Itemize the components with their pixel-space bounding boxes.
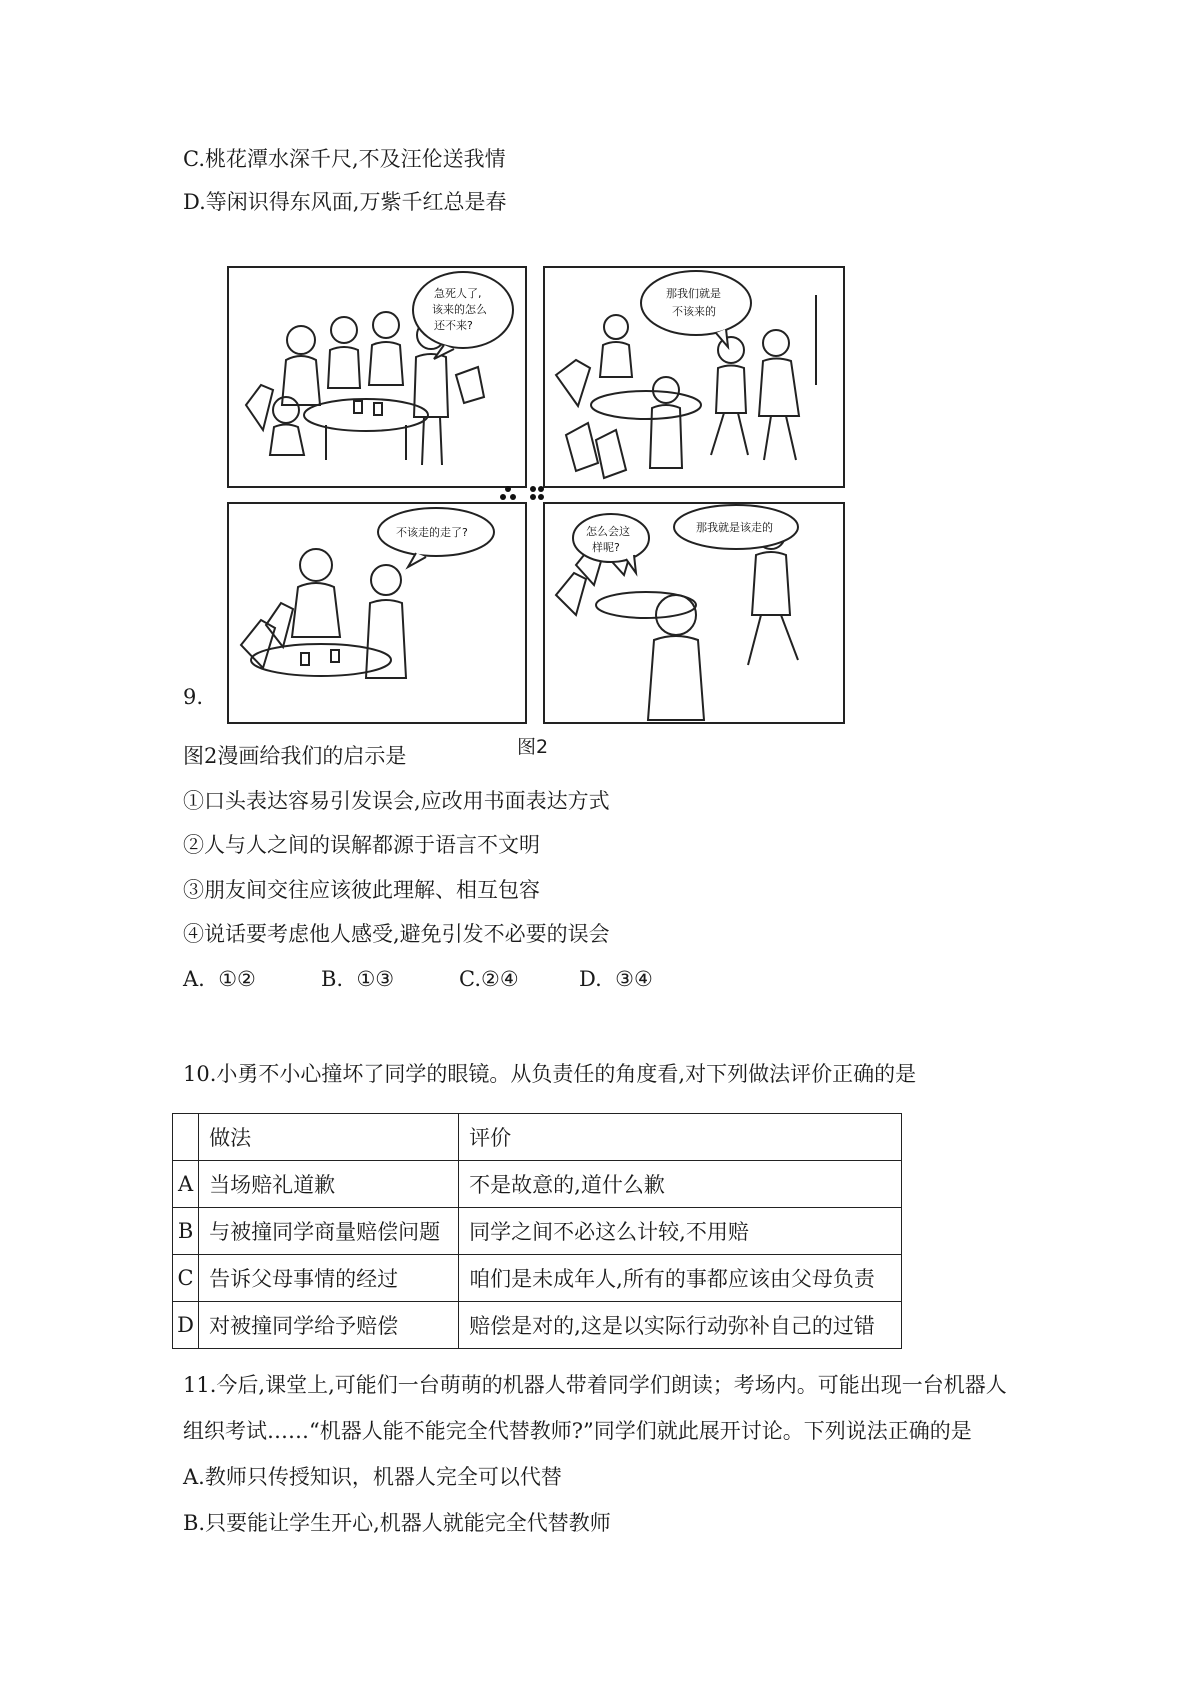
option-c-line: C.桃花潭水深千尺,不及汪伦送我情 [183,147,506,171]
bubble-5-line-2: 样呢? [592,541,620,554]
speech-bubble-5 [573,514,649,562]
question-11-stem-line-1: 11.今后,课堂上,可能们一台萌萌的机器人带着同学们朗读；考场内。可能出现一台机器人 [183,1373,1007,1397]
question-9-stem: 图2漫画给我们的启示是 [183,744,407,768]
bubble-1-line-1: 急死人了, [434,287,482,300]
bubble-3-line-1: 不该走的走了? [396,526,468,539]
option-d-line: D.等闲识得东风面,万紫千红总是春 [183,190,507,214]
table-cell: 当场赔礼道歉 [199,1161,459,1208]
evaluation-table [172,1113,902,1349]
bubble-2-line-1: 那我们就是 [666,287,721,300]
question-9-statement-3: ③朋友间交往应该彼此理解、相互包容 [183,878,540,902]
question-9-option-c: C.②④ [459,967,519,991]
question-11-option-a: A.教师只传授知识，机器人完全可以代替 [183,1465,562,1489]
question-10-stem: 10.小勇不小心撞坏了同学的眼镜。从负责任的角度看,对下列做法评价正确的是 [183,1062,917,1086]
table-cell: D [173,1302,199,1349]
bubble-1-line-3: 还不来? [434,319,473,332]
figure-caption: 图2 [517,736,549,758]
table-cell: 同学之间不必这么计较,不用赔 [459,1208,902,1255]
table-cell: 对被撞同学给予赔偿 [199,1302,459,1349]
table-cell: A [173,1161,199,1208]
question-9-statement-4: ④说话要考虑他人感受,避免引发不必要的误会 [183,922,610,946]
question-9-option-d: D. ③④ [579,967,653,991]
table-cell: 咱们是未成年人,所有的事都应该由父母负责 [459,1255,902,1302]
bubble-2-line-2: 不该来的 [672,305,716,318]
panel-3-scene [241,549,406,678]
table-header-cell: 评价 [459,1114,902,1161]
question-11-stem-line-2: 组织考试……“机器人能不能完全代替教师?”同学们就此展开讨论。下列说法正确的是 [183,1419,972,1443]
table-cell: 与被撞同学商量赔偿问题 [199,1208,459,1255]
question-9-option-a: A. ①② [183,967,256,991]
table-row [173,1302,902,1349]
bubble-5-line-1: 怎么会这 [586,525,630,538]
question-9-statement-1: ①口头表达容易引发误会,应改用书面表达方式 [183,789,610,813]
question-9-option-b: B. ①③ [321,967,395,991]
table-cell: 赔偿是对的,这是以实际行动弥补自己的过错 [459,1302,902,1349]
question-9-statement-2: ②人与人之间的误解都源于语言不文明 [183,833,540,857]
table-row [173,1255,902,1302]
table-cell: B [173,1208,199,1255]
table-cell: 不是故意的,道什么歉 [459,1161,902,1208]
table-row [173,1161,902,1208]
question-11-option-b: B.只要能让学生开心,机器人就能完全代替教师 [183,1511,611,1535]
bubble-1-line-2: 该来的怎么 [432,303,487,316]
speech-bubble-2 [641,271,751,335]
table-header-cell: 做法 [199,1114,459,1161]
table-cell: C [173,1255,199,1302]
table-header-cell [173,1114,199,1161]
table-cell: 告诉父母事情的经过 [199,1255,459,1302]
table-header-row [173,1114,902,1161]
panel-divider-dots [500,486,544,500]
question-9-number: 9. [183,685,204,709]
comic-figure [226,265,846,725]
bubble-4-line-1: 那我就是该走的 [696,521,773,534]
table-row [173,1208,902,1255]
question-9-options [183,965,653,993]
